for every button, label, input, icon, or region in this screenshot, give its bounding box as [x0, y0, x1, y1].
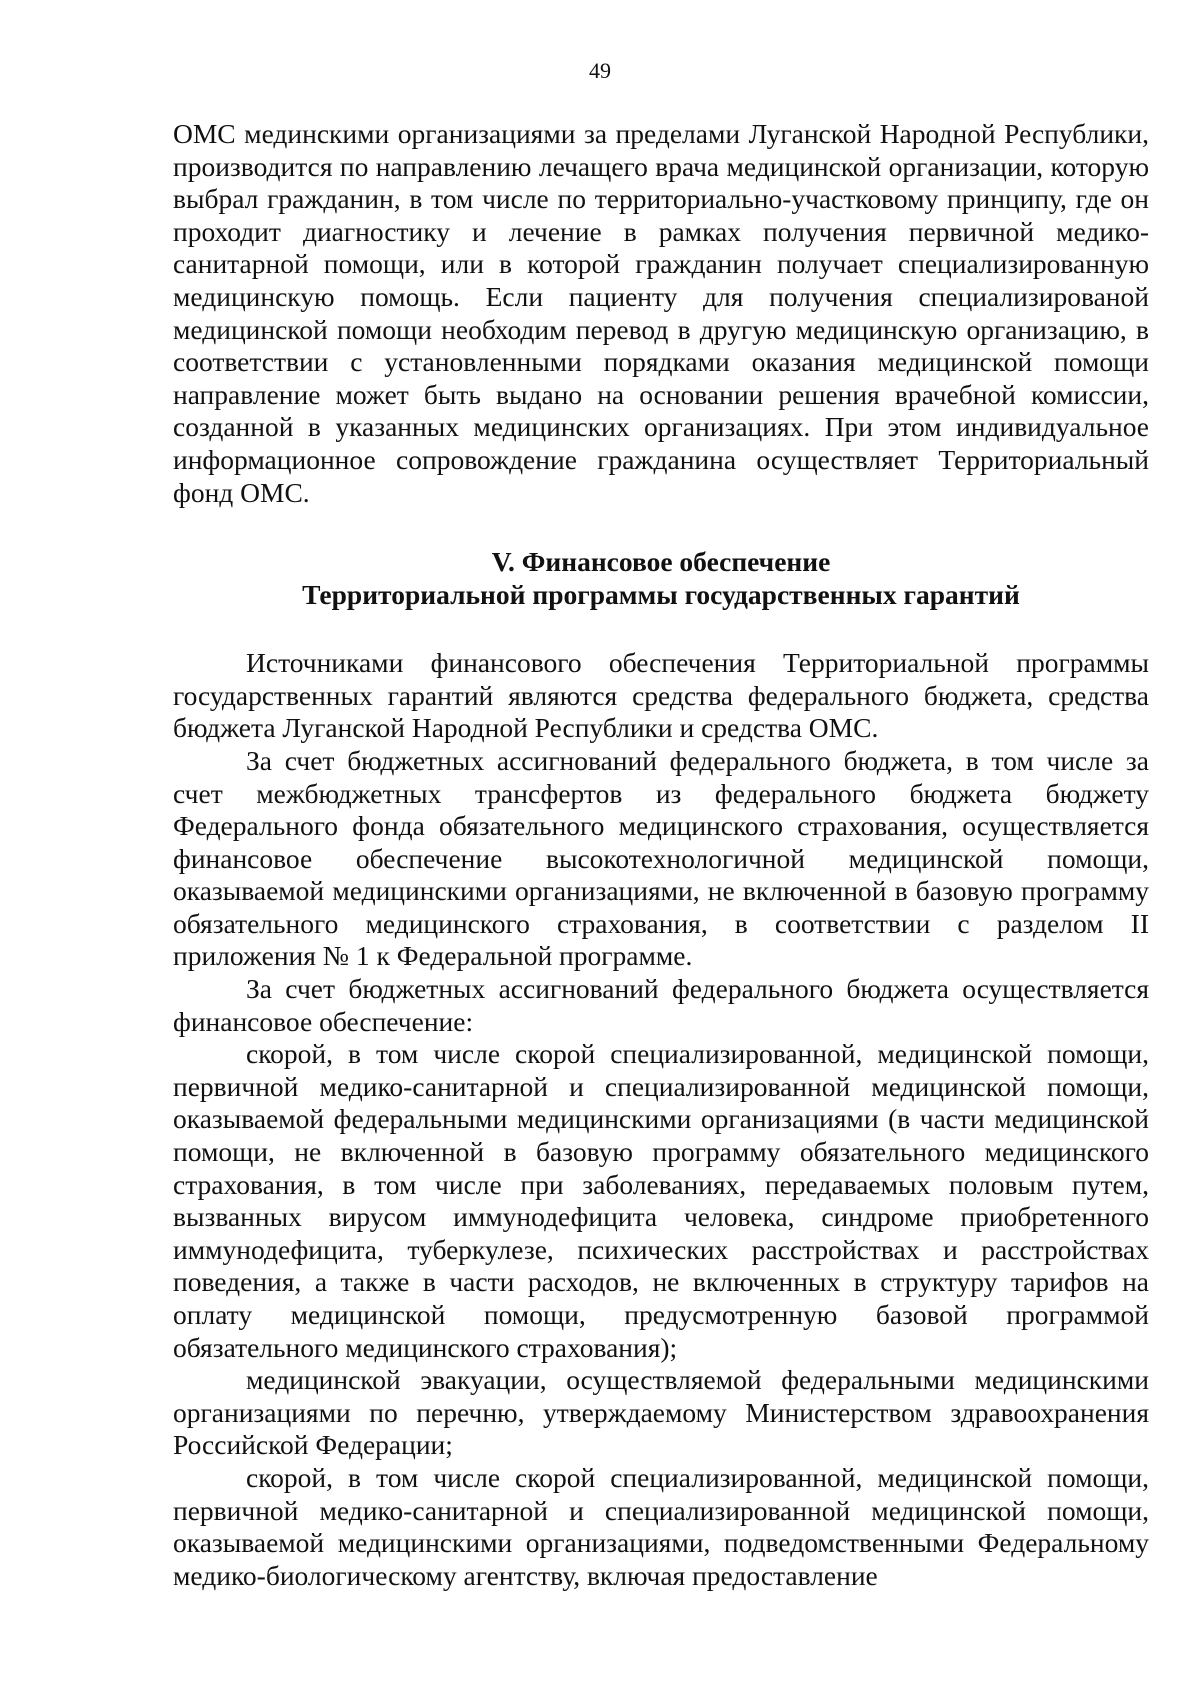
paragraph: Источниками финансового обеспечения Территориальной программы государственных гарантий являются средства федерального бюджета, средства бюджета Луганской Народной Республики и средства ОМС. [173, 647, 1149, 744]
paragraph: скорой, в том числе скорой специализированной, медицинской помощи, первичной медико-санитарной и специализированной медицинской помощи, оказываемой медицинскими организациями, подведомственными Федеральному медико-биологическому агентству, включая предоставление [173, 1461, 1149, 1591]
paragraph: За счет бюджетных ассигнований федерального бюджета, в том числе за счет межбюджетных трансфертов из федерального бюджета бюджету Федерального фонда обязательного медицинского страхования, осуществляется финансовое обеспечение высокотехнологичной медицинской помощи, оказываемой медицинскими организациями, не включенной в базовую программу обязательного медицинского страхования, в соответствии с разделом II приложения № 1 к Федеральной программе. [173, 744, 1149, 972]
section-heading [173, 545, 1149, 611]
paragraph: скорой, в том числе скорой специализированной, медицинской помощи, первичной медико-санитарной и специализированной медицинской помощи, оказываемой федеральными медицинскими организациями (в части медицинской помощи, не включенной в базовую программу обязательного медицинского страхования, в том числе при заболеваниях, передаваемых половым путем, вызванных вирусом иммунодефицита человека, синдроме приобретенного иммунодефицита, туберкулезе, психических расстройствах и расстройствах поведения, а также в части расходов, не включенных в структуру тарифов на оплату медицинской помощи, предусмотренную базовой программой обязательного медицинского страхования); [173, 1038, 1149, 1363]
page-number: 49 [589, 58, 611, 83]
document-body [173, 118, 1149, 1592]
section-heading-line-1: V. Финансовое обеспечение [491, 546, 831, 578]
paragraph-continued: ОМС мединскими организациями за пределами Луганской Народной Республики, производится по направлению лечащего врача медицинской организации, которую выбрал гражданин, в том числе по территориально-участковому принципу, где он проходит диагностику и лечение в рамках получения первичной медико-санитарной помощи, или в которой гражданин получает специализированную медицинскую помощь. Если пациенту для получения специализированой медицинской помощи необходим перевод в другую медицинскую организацию, в соответствии с установленными порядками оказания медицинской помощи направление может быть выдано на основании решения врачебной комиссии, созданной в указанных медицинских организациях. При этом индивидуальное информационное сопровождение гражданина осуществляет Территориальный фонд ОМС. [173, 118, 1149, 508]
section-heading-line-2: Территориальной программы государственных гарантий [302, 579, 1020, 611]
paragraph: медицинской эвакуации, осуществляемой федеральными медицинскими организациями по перечню, утверждаемому Министерством здравоохранения Российской Федерации; [173, 1364, 1149, 1461]
paragraph: За счет бюджетных ассигнований федерального бюджета осуществляется финансовое обеспечение: [173, 973, 1149, 1037]
